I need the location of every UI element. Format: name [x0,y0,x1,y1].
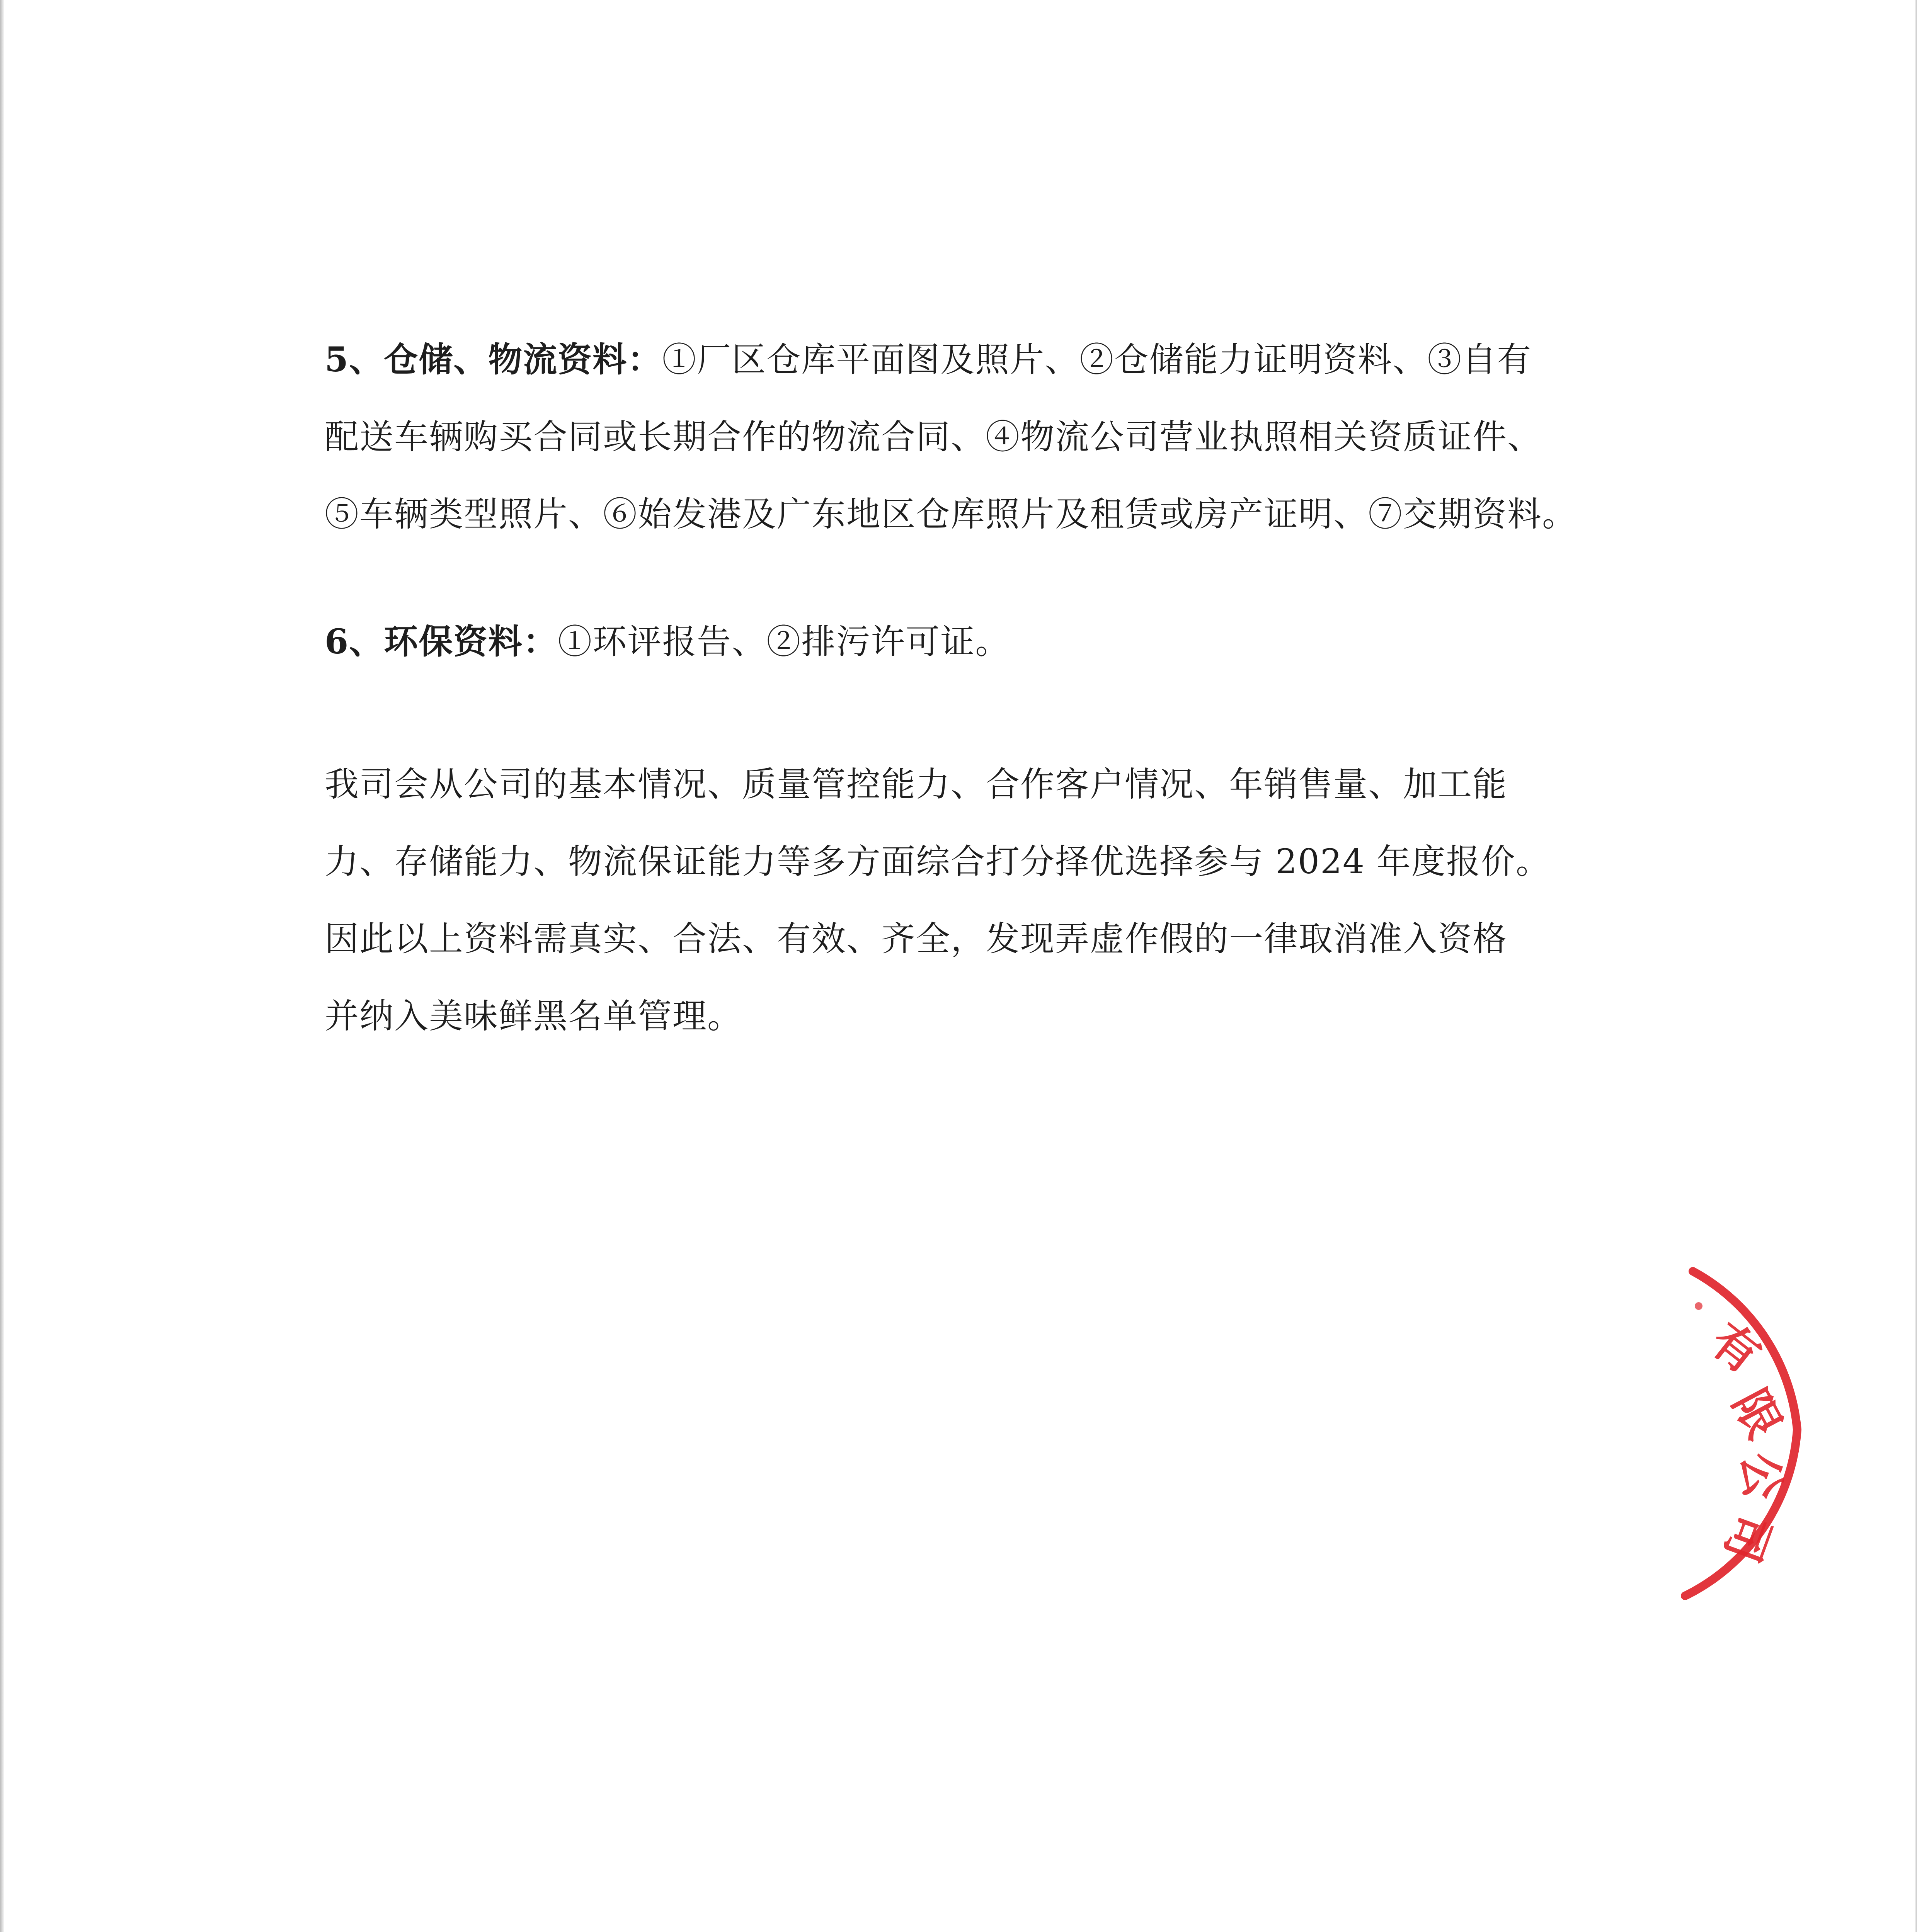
section-6-line [325,603,1596,680]
summary-line-4: 并纳入美味鲜黑名单管理。 [325,996,742,1036]
section-5-paragraph [325,321,1596,553]
section-6-text: ①环评报告、②排污许可证。 [558,622,1010,662]
section-6-paragraph [325,603,1596,680]
company-seal-stamp [1662,1236,1817,1623]
scan-edge-right [1915,0,1917,1932]
svg-text:限: 限 [1722,1381,1792,1447]
section-6-heading: 6、环保资料： [325,621,558,662]
svg-text:有: 有 [1701,1312,1771,1384]
scan-edge-left [0,0,4,1932]
svg-text:司: 司 [1714,1507,1781,1570]
section-5-first-line [325,321,1596,398]
section-5-line-2: 配送车辆购买合同或长期合作的物流合同、④物流公司营业执照相关资质证件、 [325,417,1542,457]
section-5-line-1: ①厂区仓库平面图及照片、②仓储能力证明资料、③自有 [662,340,1532,379]
summary-line-2: 力、存储能力、物流保证能力等多方面综合打分择优选择参与 2024 年度报价。 [325,842,1551,881]
svg-text:公: 公 [1732,1450,1790,1502]
summary-paragraph [325,746,1596,1055]
summary-line-3: 因此以上资料需真实、合法、有效、齐全，发现弄虚作假的一律取消准入资格 [325,919,1508,959]
summary-line-1: 我司会从公司的基本情况、质量管控能力、合作客户情况、年销售量、加工能 [325,764,1508,804]
section-5-line-3: ⑤车辆类型照片、⑥始发港及广东地区仓库照片及租赁或房产证明、⑦交期资料。 [325,494,1577,534]
section-5-heading: 5、仓储、物流资料： [325,339,662,379]
